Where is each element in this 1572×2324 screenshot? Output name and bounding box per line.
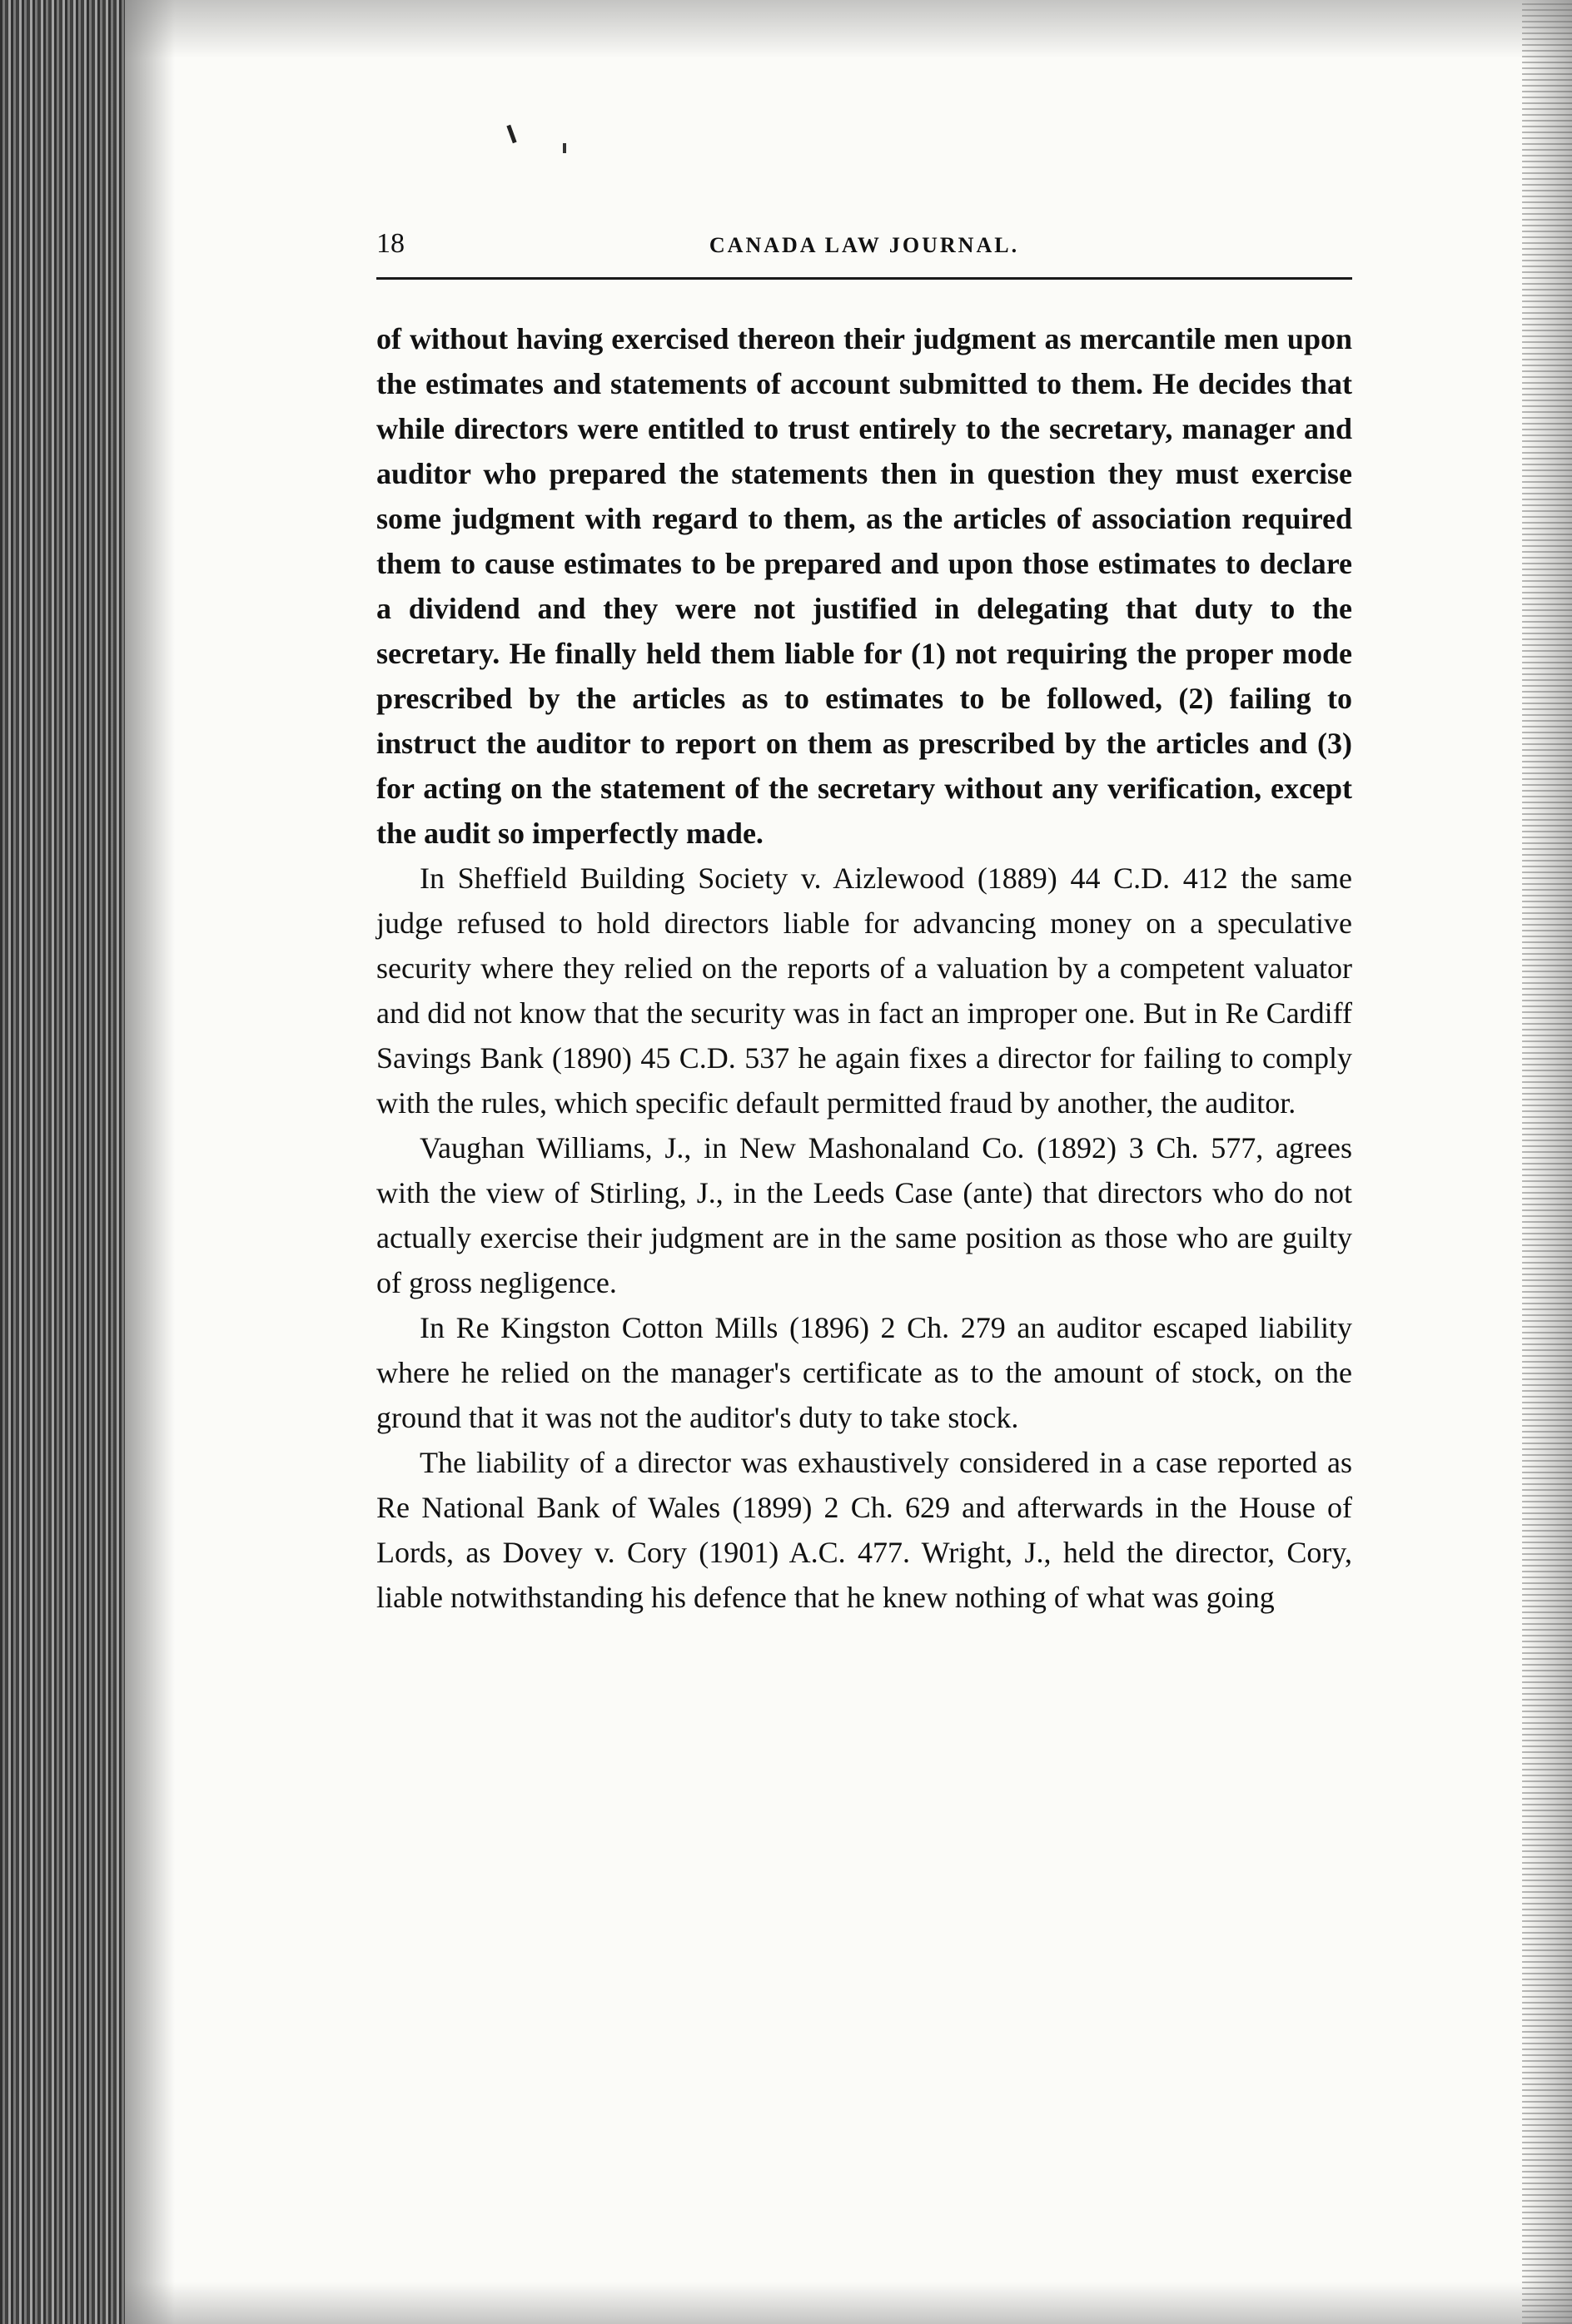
paragraph: The liability of a director was exhaustively considered in a case reported as Re National Bank of Wales (1899) 2 Ch. 629 and afterwards in the House of Lords, as Dovey v. Cory (1901) A.C. 477. Wright, J., held the director, Cory, liable notwithstanding his defence that he knew nothing of what was going	[376, 1446, 1352, 1614]
paragraph: In Re Kingston Cotton Mills (1896) 2 Ch. 279 an auditor escaped liability where he relied on the manager's certificate as to the amount of stock, on the ground that it was not the auditor's duty to take stock.	[376, 1311, 1352, 1434]
binding-shadow	[0, 0, 125, 2324]
article-body	[376, 316, 1352, 1620]
stray-ink-mark	[506, 125, 516, 143]
page-edge-bottom	[125, 2282, 1572, 2324]
journal-title: CANADA LAW JOURNAL.	[709, 233, 1020, 257]
page-edge-top	[125, 0, 1572, 58]
page-edge-right	[1522, 0, 1572, 2324]
binding-fade	[125, 0, 175, 2324]
stray-ink-mark	[563, 143, 566, 153]
running-head	[376, 228, 1352, 270]
header-rule	[376, 277, 1352, 280]
paragraph: Vaughan Williams, J., in New Mashonaland Co. (1892) 3 Ch. 577, agrees with the view of Stirling, J., in the Leeds Case (ante) that directors who do not actually exercise their judgment are in the same position as those who are guilty of gross negligence.	[376, 1131, 1352, 1299]
paragraph: In Sheffield Building Society v. Aizlewood (1889) 44 C.D. 412 the same judge refused to hold directors liable for advancing money on a speculative security where they relied on the reports of a valuation by a competent valuator and did not know that the security was in fact an improper one. But in Re Cardiff Savings Bank (1890) 45 C.D. 537 he again fixes a director for failing to comply with the rules, which specific default permitted fraud by another, the auditor.	[376, 862, 1352, 1120]
page-number: 18	[376, 228, 405, 259]
paragraph: of without having exercised thereon their judgment as mercantile men upon the estimates and statements of account submitted to them. He decides that while directors were entitled to trust entirely to the secretary, manager and auditor who prepared the statements then in question they must exercise some judgment with regard to them, as the articles of association required them to cause estimates to be prepared and upon those estimates to declare a dividend and they were not justified in delegating that duty to the secretary. He finally held them liable for (1) not requiring the proper mode prescribed by the articles as to estimates to be followed, (2) failing to instruct the auditor to report on them as prescribed by the articles and (3) for acting on the statement of the secretary without any verification, except the audit so imperfectly made.	[376, 322, 1352, 850]
